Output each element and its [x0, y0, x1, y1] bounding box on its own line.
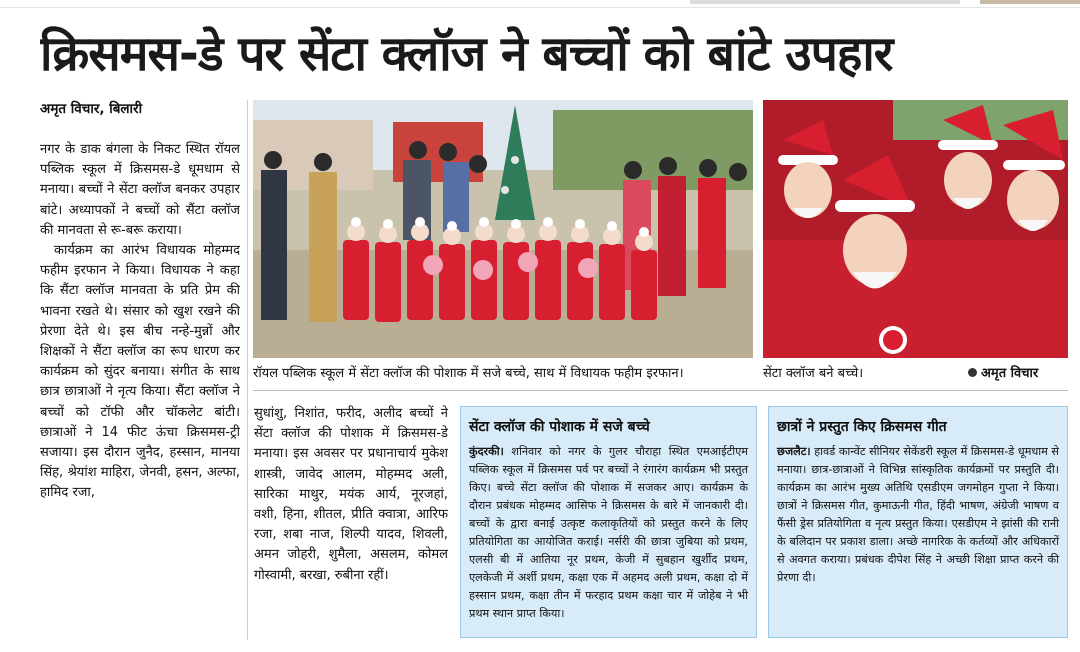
caption-rule	[253, 390, 1068, 391]
news-brief-dateline: छजलैट।	[777, 445, 811, 458]
group-photo	[253, 100, 753, 358]
photo-caption: रॉयल पब्लिक स्कूल में सेंटा क्लॉज की पोशाक में सजे बच्चे, साथ में विधायक फहीम इरफान।	[253, 366, 684, 381]
news-brief-text: शनिवार को नगर के गुलर चौराहा स्थित एमआईटीएम पब्लिक स्कूल में क्रिसमस पर्व पर बच्चों ने रंगारंग कार्यक्रम भी प्रस्तुत किए। बच्चे सेंटा क्लॉज की पोशाक में सजकर आए। कार्यक्रम के दौरान प्रबंधक मोहम्मद आसिफ ने क्रिसमस के बारे में जानकारी दी। बच्चों के द्वारा बनाई उत्कृष्ट कलाकृतियों को प्रस्तुत करने के लिए प्रतियोगिता का आयोजित कराई। नर्सरी की छात्रा जुबिया को प्रथम, एलसी बी में आतिया नूर प्रथम, केजी में सुबहान खुर्शीद प्रथम, एलकेजी में अर्शी प्रथम, कक्षा एक में अहमद अली प्रथम, कक्षा दो में हस्सान प्रथम, कक्षा तीन में फरहाद प्रथम कक्षा चार में जोहेब ने भी प्रथम स्थान प्राप्त किया।	[469, 445, 748, 620]
news-brief-box	[768, 406, 1068, 638]
photo-credit	[968, 362, 1068, 386]
page-top-strip	[0, 0, 1080, 8]
news-brief-dateline: कुंदरकी।	[469, 445, 504, 458]
news-brief-heading: छात्रों ने प्रस्तुत किए क्रिसमस गीत	[777, 419, 947, 435]
news-brief-body	[777, 443, 1059, 631]
top-strip-segment	[690, 0, 960, 4]
article-paragraph: सुधांशु, निशांत, फरीद, अलीद बच्चों ने सेंटा क्लॉज की पोशाक में क्रिसमस-डे मनाया। इस अवसर पर प्रधानाचार्य मुकेश शास्त्री, जावेद आलम, मोहम्मद अली, सारिका माथुर, मयंक आर्य, नूरजहां, वशी, हिना, शीतल, प्रीति क्वात्रा, आरिफ रजा, शबा नाज, शिल्पी यादव, शिवली, अमन जोहरी, शुमैला, असलम, कोमल गोस्वामी, बरखा, रुबीना रहीं।	[254, 406, 448, 583]
news-brief-heading: सेंटा क्लॉज की पोशाक में सजे बच्चे	[469, 419, 650, 435]
article-column-2	[254, 404, 448, 644]
news-brief-box	[460, 406, 757, 638]
santa-children-photo	[763, 100, 1068, 358]
news-brief-body	[469, 443, 748, 631]
top-strip-segment	[980, 0, 1080, 4]
headline: क्रिसमस-डे पर सेंटा क्लॉज ने बच्चों को बांटे उपहार	[40, 26, 893, 82]
column-divider	[247, 100, 248, 640]
photo-caption: सेंटा क्लॉज बने बच्चे।	[763, 366, 864, 381]
article-paragraph: कार्यक्रम का आरंभ विधायक मोहम्मद फहीम इरफान ने किया। विधायक ने कहा कि सैंटा क्लॉज मानवता के प्रति प्रेम की भावना रखते थे। संसार को खुश रखने की प्रेरणा देते थे। इस बीच नन्हे-मुन्नों और शिक्षकों ने सैंटा क्लॉज का रूप धारण कर कार्यक्रम को सुंदर बनाया। संगीत के साथ छात्र छात्राओं ने नृत्य किया। सैंटा क्लॉज ने बच्चों को टॉफी और चॉकलेट बांटी। छात्राओं ने 14 फीट ऊंचा क्रिसमस-ट्री सजाया। इस दौरान जुनैद, हस्सान, मानया सिंह, श्रेयांश माहिरा, जेनवी, हसन, अल्फा, हामिद रजा,	[40, 243, 240, 501]
photo-credit-text: अमृत विचार	[981, 366, 1039, 381]
news-brief-text: हावर्ड कान्वेंट सीनियर सेकेंडरी स्कूल में क्रिसमस-डे धूमधाम से मनाया। छात्र-छात्राओं ने विभिन्न सांस्कृतिक कार्यक्रमों पर प्रस्तुति दी। कार्यक्रम का आरंभ मुख्य अतिथि एसडीएम जगमोहन गुप्ता ने किया। छात्रों ने क्रिसमस गीत, कुमाऊनी गीत, हिंदी भाषण, अंग्रेजी भाषण व फैंसी ड्रेस प्रतियोगिता व नृत्य प्रस्तुत किया। एसडीएम ने झांसी की रानी के बलिदान पर प्रकाश डाला। अच्छे नागरिक के कर्तव्यों और अधिकारों से अवगत कराया। प्रबंधक दीपेश सिंह ने अच्छी शिक्षा प्राप्त करने की प्रेरणा दी।	[777, 445, 1059, 584]
bullet-icon	[968, 368, 977, 377]
byline: अमृत विचार, बिलारी	[40, 101, 143, 117]
article-paragraph: नगर के डाक बंगला के निकट स्थित रॉयल पब्लिक स्कूल में क्रिसमस-डे धूमधाम से मनाया। बच्चों ने सेंटा क्लॉज बनकर उपहार बांटे। अध्यापकों ने बच्चों को सैंटा क्लॉज की मानवता से रू-बरू कराया।	[40, 142, 240, 238]
article-column-1	[40, 140, 240, 645]
